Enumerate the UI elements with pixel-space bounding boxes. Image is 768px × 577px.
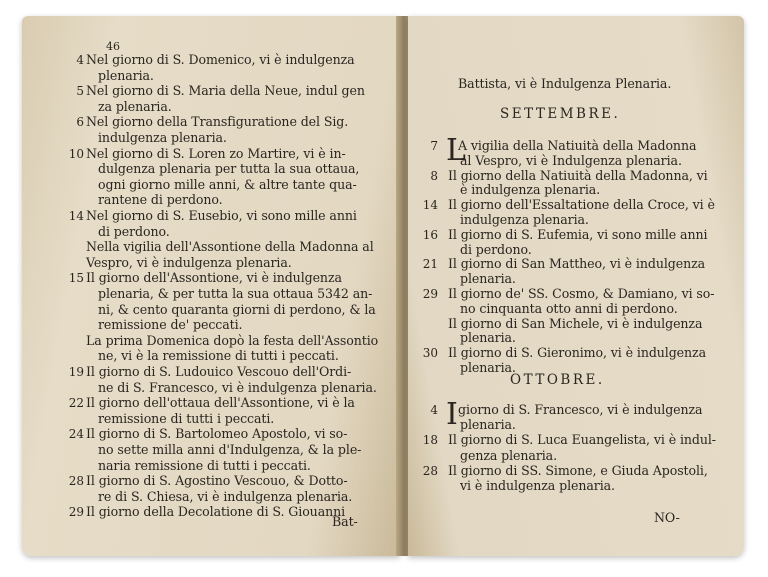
day-number: 15: [68, 271, 84, 286]
text-line: za plenaria.: [98, 98, 172, 114]
right-page: [408, 16, 744, 556]
month-heading-settembre: SETTEMBRE.: [500, 106, 621, 122]
text-line: ni, & cento quaranta giorni di perdono, & la: [98, 301, 376, 317]
text-line: di perdono.: [98, 223, 170, 239]
text-line: rantene di perdono.: [98, 192, 223, 208]
text-line: Il giorno dell'ottaua dell'Assontione, vi è la: [86, 395, 355, 411]
text-line: Il giorno di S. Bartolomeo Apostolo, vi so-: [86, 426, 348, 442]
text-line: vi è indulgenza plenaria.: [460, 478, 615, 493]
text-line: re di S. Chiesa, vi è indulgenza plenaria.: [98, 488, 353, 504]
catchword: Bat-: [332, 514, 358, 529]
text-line: Il giorno de' SS. Cosmo, & Damiano, vi so-: [448, 286, 715, 301]
day-number: 29: [68, 505, 84, 520]
text-line: plenaria.: [460, 417, 516, 433]
text-line: Il giorno dell'Assontione, vi è indulgenza: [86, 270, 342, 286]
text-line: Vespro, vi è indulgenza plenaria.: [86, 254, 292, 270]
text-line: Il giorno dell'Essaltatione della Croce, vi è: [448, 197, 715, 213]
text-line: La prima Domenica dopò la festa dell'Assontio: [86, 332, 379, 348]
text-line: Il giorno di SS. Simone, e Giuda Apostoli,: [448, 462, 708, 478]
day-number: 24: [68, 427, 84, 442]
day-number: 19: [68, 365, 84, 379]
text-line: giorno di S. Francesco, vi è indulgenza: [458, 402, 703, 417]
text-line: Il giorno di S. Luca Euangelista, vi è indul-: [448, 432, 716, 448]
text-line: remissione di tutti i peccati.: [98, 410, 275, 426]
drop-capital: I: [446, 397, 458, 432]
text-line: genza plenaria.: [460, 447, 557, 463]
day-number: 14: [68, 209, 84, 223]
text-line: è indulgenza plenaria.: [460, 182, 601, 198]
text-line: Il giorno della Natiuità della Madonna, vi: [448, 167, 708, 183]
day-number: 5: [76, 84, 84, 99]
day-number: 14: [422, 198, 438, 213]
day-number: 8: [430, 168, 438, 183]
text-line: no cinquanta otto anni di perdono.: [460, 300, 678, 316]
month-heading-ottobre: OTTOBRE.: [510, 372, 605, 388]
text-line: Il giorno di S. Ludouico Vescouo dell'Ordi-: [86, 364, 352, 379]
day-number: 18: [422, 433, 438, 448]
day-number: 10: [68, 146, 84, 161]
text-line: Nel giorno di S. Domenico, vi è indulgenza: [86, 52, 355, 67]
text-line: plenaria.: [98, 67, 154, 83]
text-line: Il giorno di San Michele, vi è indulgenza: [448, 315, 703, 331]
text-line: ogni giorno mille anni, & altre tante qua-: [98, 176, 357, 192]
text-line: A vigilia della Natiuità della Madonna: [458, 138, 697, 153]
text-line: Il giorno di S. Eufemia, vi sono mille anni: [448, 226, 708, 242]
day-number: 16: [422, 227, 438, 242]
text-line: plenaria.: [460, 360, 516, 375]
day-number: 30: [422, 346, 438, 361]
text-line: plenaria.: [460, 271, 516, 287]
day-number: 7: [430, 139, 438, 153]
day-number: 29: [422, 287, 438, 301]
continued-line: Battista, vi è Indulgenza Plenaria.: [458, 76, 672, 91]
text-line: Il giorno di S. Agostino Vescouo, & Dotto-: [86, 473, 348, 489]
page-number: 46: [106, 40, 120, 53]
text-line: ne, vi è la remissione di tutti i peccati.: [98, 348, 339, 364]
day-number: 28: [422, 463, 438, 478]
text-line: indulgenza plenaria.: [460, 212, 589, 227]
text-line: Il giorno della Decolatione di S. Giouanni: [86, 504, 346, 520]
drop-capital: L: [446, 133, 466, 168]
text-line: Nella vigilia dell'Assontione della Madonna al: [86, 239, 374, 255]
day-number: 4: [430, 403, 438, 417]
day-number: 28: [68, 474, 84, 489]
text-line: dulgenza plenaria per tutta la sua ottaua,: [98, 161, 360, 177]
day-number: 21: [422, 257, 438, 272]
text-line: plenaria, & per tutta la sua ottaua 5342 an-: [98, 286, 373, 301]
text-line: plenaria.: [460, 330, 516, 346]
text-line: di perdono.: [460, 241, 532, 257]
day-number: 4: [76, 53, 84, 67]
catchword: NO-: [654, 510, 680, 525]
day-number: 6: [76, 115, 84, 130]
text-line: indulgenza plenaria.: [98, 130, 227, 145]
text-line: Il giorno di San Mattheo, vi è indulgenza: [448, 256, 706, 272]
left-page: [22, 16, 400, 556]
text-line: no sette milla anni d'Indulgenza, & la ple-: [98, 442, 362, 457]
text-line: al Vespro, vi è Indulgenza plenaria.: [460, 152, 682, 168]
text-line: Il giorno di S. Gieronimo, vi è indulgenza: [448, 345, 706, 361]
text-line: naria remissione di tutti i peccati.: [98, 457, 311, 473]
text-line: Nel giorno di S. Loren zo Martire, vi è in-: [86, 145, 346, 161]
text-line: remissione de' peccati.: [98, 317, 243, 333]
text-line: Nel giorno di S. Eusebio, vi sono mille anni: [86, 208, 357, 223]
text-line: ne di S. Francesco, vi è indulgenza plenaria.: [98, 379, 377, 395]
day-number: 22: [68, 396, 84, 411]
text-line: Nel giorno della Transfiguratione del Sig.: [86, 114, 349, 130]
open-book: [22, 16, 744, 556]
text-line: Nel giorno di S. Maria della Neue, indul gen: [86, 83, 365, 99]
